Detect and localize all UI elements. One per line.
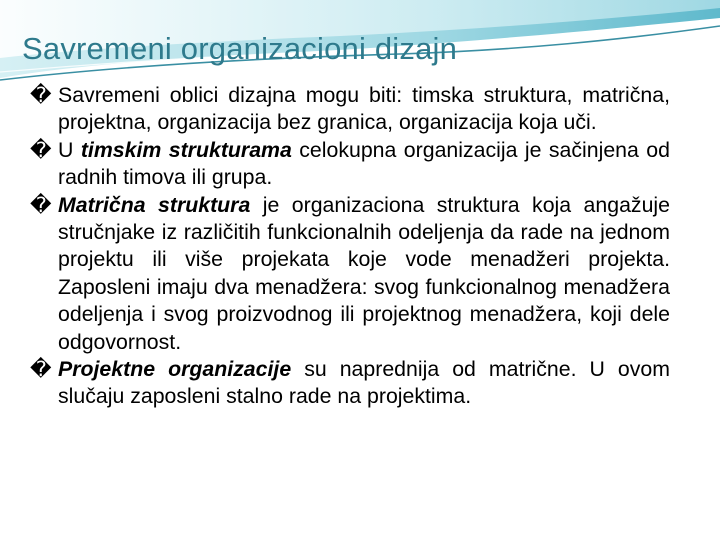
bullet-marker-icon: � <box>30 192 52 217</box>
slide-content <box>30 82 670 411</box>
bullet-text: celokupna organizacija je sačinjena od radnih timova ili grupa. <box>58 137 670 190</box>
bullet-text: su naprednija od matrične. U ovom slučaju zaposleni stalno rade na projektima. <box>58 357 670 409</box>
bullet-marker-icon: � <box>30 137 52 162</box>
bullet-marker-icon: � <box>30 357 52 382</box>
bullet-item <box>30 82 670 137</box>
bullet-emphasis: timskim strukturama <box>80 137 292 162</box>
bullet-lead-text: U <box>58 137 81 162</box>
bullet-emphasis: Projektne organizacije <box>58 357 292 382</box>
bullet-emphasis: Matrična struktura <box>58 192 251 217</box>
bullet-item <box>30 192 670 356</box>
bullet-item <box>30 137 670 192</box>
bullet-text: Savremeni oblici dizajna mogu biti: timska struktura, matrična, projektna, organizacija bez granica, organizacija koja uči. <box>58 83 670 135</box>
bullet-text: je organizaciona struktura koja angažuje stručnjake iz različitih funkcionalnih odeljenja da rade na jednom projektu ili više projekata koje vode menadžeri projekta. Zaposleni imaju dva menadžera: svog funkcionalnog menadžera odeljenja i svog proizvodnog ili projektnog menadžera, koji dele odgovornost. <box>58 192 670 354</box>
bullet-marker-icon: � <box>30 83 52 107</box>
slide-title: Savremeni organizacioni dizajn <box>22 31 458 66</box>
bullet-item <box>30 356 670 411</box>
